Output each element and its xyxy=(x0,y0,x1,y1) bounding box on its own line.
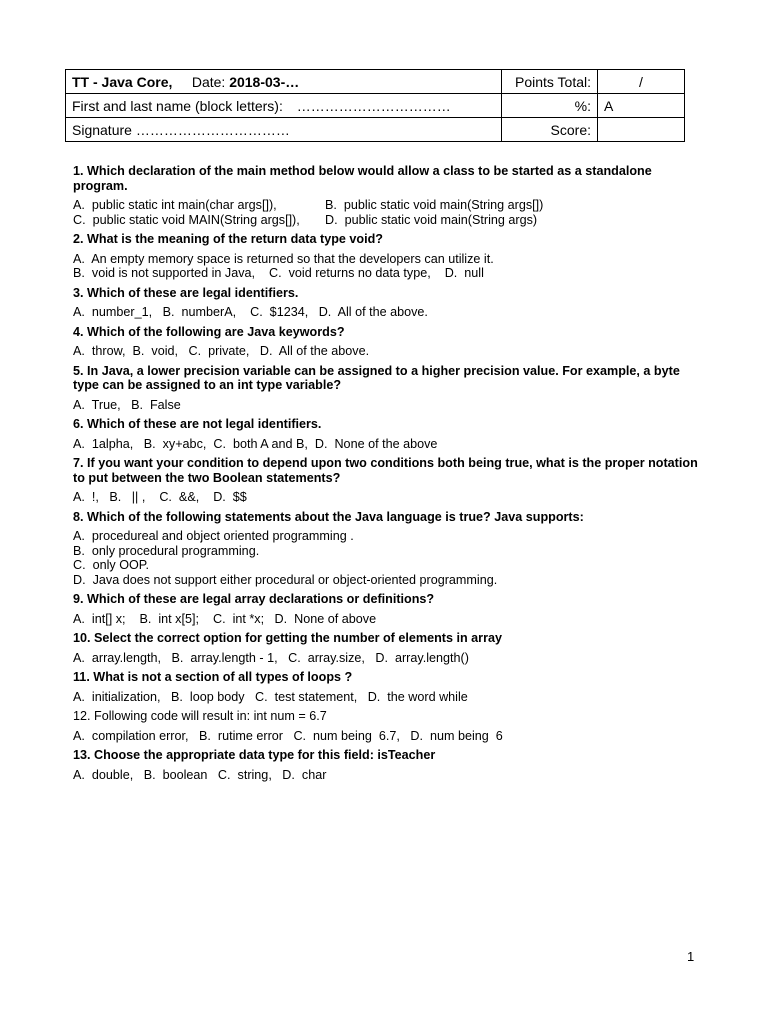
option-line: D. Java does not support either procedural or object-oriented programming. xyxy=(73,572,498,587)
question-8 xyxy=(73,510,705,588)
option-line: A. double, B. boolean C. string, D. char xyxy=(73,767,327,782)
question-title: 8. Which of the following statements about the Java language is true? Java supports: xyxy=(73,509,584,524)
question-title: 11. What is not a section of all types of loops ? xyxy=(73,670,353,684)
name-dots: …………………………… xyxy=(296,97,451,114)
option-line: A. An empty memory space is returned so that the developers can utilize it. xyxy=(73,251,494,266)
option-d: D. public static void main(String args) xyxy=(325,212,538,227)
question-6 xyxy=(73,417,705,451)
option-line: A. 1alpha, B. xy+abc, C. both A and B, D. None of the above xyxy=(73,436,438,451)
name-cell[interactable] xyxy=(66,94,502,118)
points-value[interactable]: / xyxy=(598,70,685,94)
score-label: Score: xyxy=(502,118,598,142)
option-line: A. array.length, B. array.length - 1, C. array.size, D. array.length() xyxy=(73,650,469,665)
question-title: 10. Select the correct option for getting the number of elements in array xyxy=(73,631,502,645)
name-label: First and last name (block letters): xyxy=(72,97,283,114)
question-title: 4. Which of the following are Java keywords? xyxy=(73,324,345,339)
question-1 xyxy=(73,164,705,227)
header-row-signature xyxy=(66,118,685,142)
question-title: 2. What is the meaning of the return data type void? xyxy=(73,232,383,246)
question-9 xyxy=(73,592,705,626)
question-11 xyxy=(73,670,705,704)
option-row xyxy=(73,198,705,213)
option-line: A. True, B. False xyxy=(73,397,181,412)
option-line: A. initialization, B. loop body C. test statement, D. the word while xyxy=(73,689,468,704)
points-label: Points Total: xyxy=(502,70,598,94)
question-12 xyxy=(73,709,705,743)
question-4 xyxy=(73,325,705,359)
header-row-title xyxy=(66,70,685,94)
option-row xyxy=(73,213,705,228)
question-title: 13. Choose the appropriate data type for this field: isTeacher xyxy=(73,748,436,762)
header-row-name xyxy=(66,94,685,118)
question-title: 6. Which of these are not legal identifiers. xyxy=(73,417,322,431)
question-title: 5. In Java, a lower precision variable can be assigned to a higher precision value. For example, a byte type can be assigned to an int type variable? xyxy=(73,363,680,392)
percent-label: %: xyxy=(502,94,598,118)
signature-label: Signature xyxy=(72,121,132,138)
date-value: 2018-03-… xyxy=(229,73,300,90)
question-2 xyxy=(73,232,705,281)
title-cell xyxy=(66,70,502,94)
percent-value[interactable]: A xyxy=(598,94,685,118)
question-title: 12. Following code will result in: int num = 6.7 xyxy=(73,709,327,723)
option-line: B. void is not supported in Java, C. void returns no data type, D. null xyxy=(73,266,484,280)
question-13 xyxy=(73,748,705,782)
option-line: A. compilation error, B. rutime error C. num being 6.7, D. num being 6 xyxy=(73,728,503,743)
option-line: A. procedureal and object oriented programming . xyxy=(73,529,354,543)
option-line: A. !, B. || , C. &&, D. $$ xyxy=(73,490,247,504)
option-b: B. public static void main(String args[]) xyxy=(325,198,544,212)
question-5 xyxy=(73,364,705,413)
test-title: TT - Java Core, xyxy=(72,73,173,90)
question-title: 9. Which of these are legal array declarations or definitions? xyxy=(73,592,435,606)
question-title: 1. Which declaration of the main method below would allow a class to be started as a standalone program. xyxy=(73,164,652,193)
question-title: 3. Which of these are legal identifiers. xyxy=(73,285,299,300)
date-label: Date: xyxy=(191,73,226,90)
option-line: A. number_1, B. numberA, C. $1234, D. All of the above. xyxy=(73,305,428,319)
header-table xyxy=(65,69,685,142)
option-a: A. public static int main(char args[]), xyxy=(73,198,277,212)
signature-dots: …………………………… xyxy=(135,121,290,138)
option-line: C. only OOP. xyxy=(73,558,150,572)
option-line: A. throw, B. void, C. private, D. All of the above. xyxy=(73,344,370,358)
option-c: C. public static void MAIN(String args[]), xyxy=(73,212,300,227)
score-value[interactable] xyxy=(598,118,685,142)
signature-cell[interactable] xyxy=(66,118,502,142)
page-number: 1 xyxy=(687,949,695,964)
question-list xyxy=(73,164,705,787)
question-10 xyxy=(73,631,705,665)
option-line: B. only procedural programming. xyxy=(73,543,260,558)
question-3 xyxy=(73,286,705,320)
question-7 xyxy=(73,456,705,505)
question-title: 7. If you want your condition to depend upon two conditions both being true, what is the proper notation to put between the two Boolean statements? xyxy=(73,456,698,485)
option-line: A. int[] x; B. int x[5]; C. int *x; D. None of above xyxy=(73,611,377,626)
